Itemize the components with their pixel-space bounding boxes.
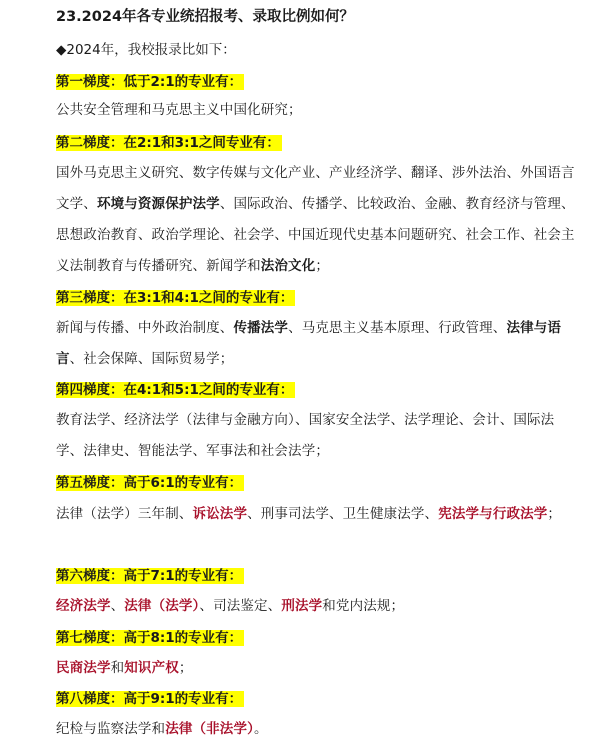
major-text: 、司法鉴定、 [199, 598, 282, 614]
tier-4-heading [56, 380, 295, 400]
emphasized-major: 知识产权 [124, 660, 179, 676]
emphasized-major: 民商法学 [56, 660, 111, 676]
emphasized-major: 法律（法学） [124, 598, 200, 614]
tier-7-heading [56, 628, 244, 648]
emphasized-major: 经济法学 [56, 598, 111, 614]
emphasized-major: 传播法学 [233, 320, 289, 336]
tier-6-body [56, 591, 578, 622]
tier-2-heading [56, 133, 282, 153]
major-text: ； [547, 506, 562, 522]
emphasized-major: 法治文化 [260, 258, 316, 274]
tier-8-heading-text: 第八梯度：高于9:1的专业有： [56, 691, 243, 707]
major-text: 教育法学、经济法学（法律与金融方向）、国家安全法学、法学理论、会计、国际法学、法律史、智能法学、军事法和社会法学； [56, 412, 555, 459]
major-text: 公共安全管理和马克思主义中国化研究； [56, 102, 302, 118]
major-text: 、刑事司法学、卫生健康法学、 [247, 506, 439, 522]
tier-4-body [56, 405, 578, 467]
emphasized-major: 环境与资源保护法学 [96, 196, 220, 212]
major-text: 新闻与传播、中外政治制度、 [56, 320, 234, 336]
major-text: 和党内法规； [322, 598, 405, 614]
tier-8-heading [56, 689, 244, 709]
tier-1-heading [56, 72, 244, 92]
tier-7-body [56, 653, 578, 684]
major-text: 、社会保障、国际贸易学； [69, 351, 234, 367]
major-text: 法律（法学）三年制、 [56, 506, 193, 522]
major-text: ； [315, 258, 330, 274]
tier-6-heading [56, 566, 244, 586]
major-text: 、 [110, 598, 125, 614]
tier-1-heading-text: 第一梯度：低于2:1的专业有： [56, 74, 243, 90]
major-text: 国外马克思主义研究、数字传媒与文化产业、产业经济学、翻译、涉外法治、外国语言文学、 [56, 165, 575, 212]
major-text: 纪检与监察法学和 [56, 721, 166, 737]
major-text: 、马克思主义基本原理、行政管理、 [288, 320, 507, 336]
major-text: ； [178, 660, 193, 676]
question-title: 23.2024年各专业统招报考、录取比例如何？ [56, 9, 355, 25]
tier-4-heading-text: 第四梯度：在4:1和5:1之间的专业有： [56, 382, 294, 398]
emphasized-major: 诉讼法学 [192, 506, 248, 522]
tier-2-heading-text: 第二梯度：在2:1和3:1之间专业有： [56, 135, 280, 151]
tier-8-body [56, 714, 578, 745]
major-text: 和 [110, 660, 125, 676]
tier-3-body [56, 313, 578, 375]
emphasized-major: 宪法学与行政法学 [438, 506, 548, 522]
intro-line: ◆2024年，我校报录比如下： [56, 42, 236, 58]
major-text: 。 [254, 721, 268, 737]
tier-5-heading [56, 473, 244, 493]
tier-5-body [56, 499, 578, 530]
emphasized-major: 法律（非法学） [165, 721, 255, 737]
tier-6-heading-text: 第六梯度：高于7:1的专业有： [56, 568, 243, 584]
major-text: 、国际政治、传播学、比较政治、金融、教育经济与管理、思想政治教育、政治学理论、社会学、中国近现代史基本问题研究、社会工作、社会主义法制教育与传播研究、新闻学和 [56, 196, 575, 274]
tier-3-heading [56, 288, 295, 308]
tier-2-body [56, 158, 578, 282]
tier-7-heading-text: 第七梯度：高于8:1的专业有： [56, 630, 243, 646]
tier-1-body [56, 95, 578, 126]
tier-3-heading-text: 第三梯度：在3:1和4:1之间的专业有： [56, 290, 294, 306]
emphasized-major: 刑法学 [281, 598, 323, 614]
emphasized-major: 法律与语言 [56, 320, 562, 367]
tier-5-heading-text: 第五梯度：高于6:1的专业有： [56, 475, 243, 491]
